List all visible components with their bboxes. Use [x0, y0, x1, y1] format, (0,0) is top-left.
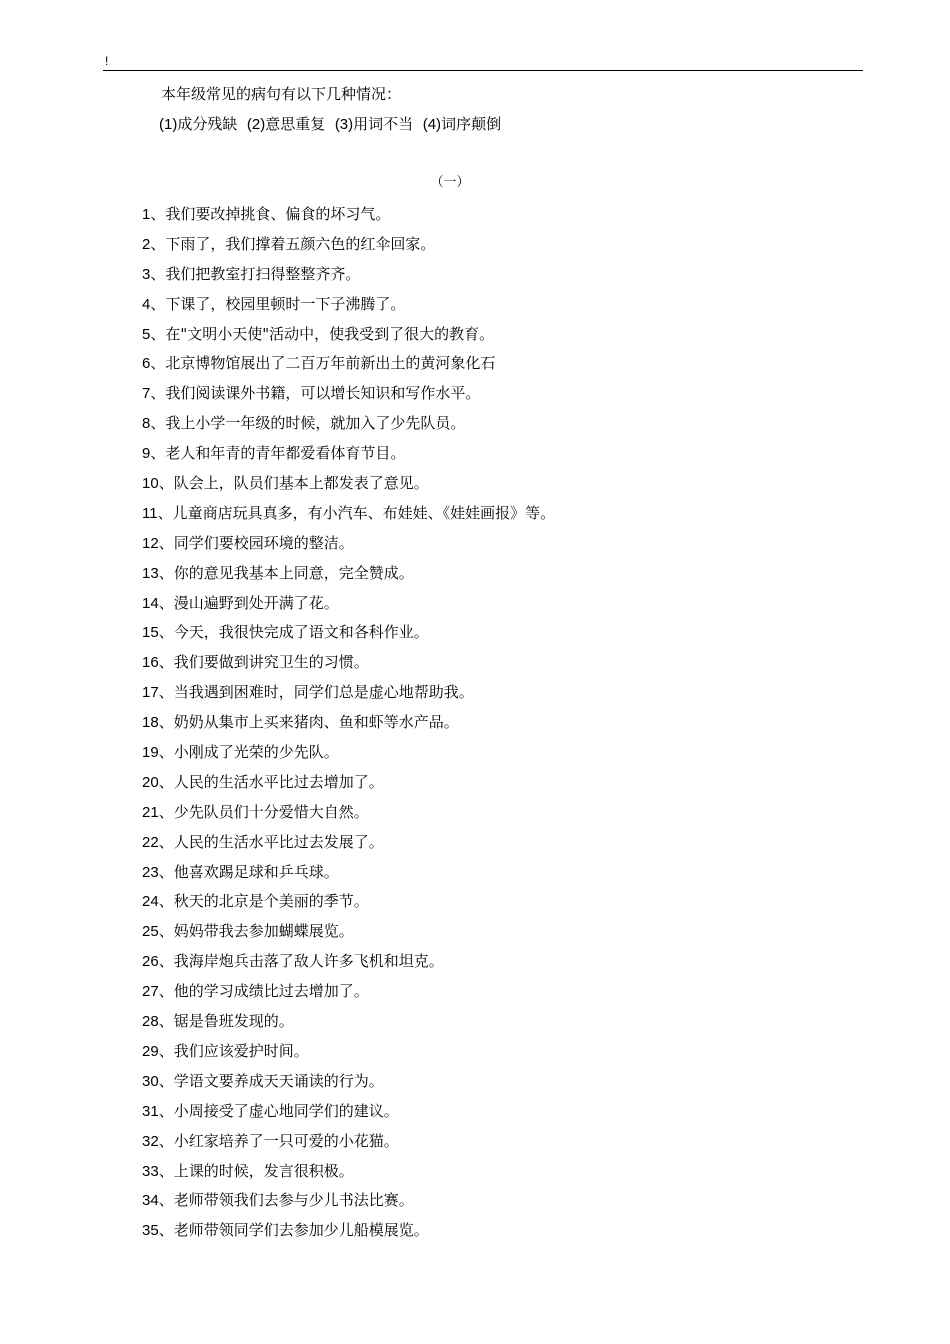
sentence-item [142, 950, 555, 980]
sentence-text: 、老师带领我们去参与少儿书法比赛。 [158, 1191, 414, 1210]
sentence-text: 、我们要做到讲究卫生的习惯。 [158, 653, 369, 672]
sentence-number: 28 [142, 1013, 159, 1031]
sentence-number: 22 [142, 833, 159, 851]
sentence-item [142, 651, 555, 681]
sentence-item [142, 980, 555, 1010]
sentence-item [142, 502, 555, 532]
sentence-number: 12 [142, 534, 159, 552]
sentence-item [142, 382, 555, 412]
sentence-text: 、学语文要养成天天诵读的行为。 [158, 1071, 384, 1090]
sentence-text: 、上课的时候，发言很积极。 [158, 1161, 354, 1180]
sentence-text: 、我们要改掉挑食、偏食的坏习气。 [150, 205, 391, 223]
sentence-number: 21 [142, 803, 159, 821]
sentence-item [142, 741, 555, 771]
sentence-item [142, 861, 555, 891]
sentence-item [142, 562, 555, 592]
sentence-number: 25 [142, 923, 159, 941]
sentence-item [142, 1040, 555, 1070]
sentence-number: 1 [142, 206, 151, 223]
sentence-text: 、下课了，校园里顿时一下子沸腾了。 [150, 294, 406, 313]
sentence-text: 、下雨了，我们撑着五颜六色的红伞回家。 [150, 234, 436, 253]
sentence-item [142, 263, 555, 293]
sentence-text: 、队会上，队员们基本上都发表了意见。 [158, 474, 429, 493]
error-type: (4)词序颠倒 [422, 115, 502, 133]
sentence-number: 2 [142, 235, 151, 253]
sentence-number: 27 [142, 983, 159, 1001]
sentence-number: 8 [142, 415, 151, 433]
sentence-number: 31 [142, 1102, 159, 1120]
sentence-item [142, 293, 555, 323]
sentence-item [142, 1130, 555, 1160]
sentence-item [142, 920, 555, 950]
sentence-item [142, 1189, 555, 1219]
error-type: (3)用词不当 [334, 115, 414, 133]
sentence-number: 33 [142, 1162, 159, 1180]
sentence-item [142, 592, 555, 622]
sentence-item [142, 203, 555, 233]
sentence-item [142, 1100, 555, 1130]
sentence-number: 16 [142, 654, 159, 672]
sentence-number: 20 [142, 773, 159, 791]
sentence-text: 、少先队员们十分爱惜大自然。 [158, 802, 369, 821]
sentence-item [142, 621, 555, 651]
sentence-text: 、我们把教室打扫得整整齐齐。 [150, 264, 361, 283]
sentence-number: 18 [142, 714, 159, 732]
sentence-text: 、我们应该爱护时间。 [158, 1041, 309, 1060]
error-type: (2)意思重复 [246, 115, 326, 133]
error-types [159, 114, 501, 135]
sentence-number: 35 [142, 1222, 159, 1240]
sentence-text: 、我们阅读课外书籍，可以增长知识和写作水平。 [150, 384, 481, 403]
sentence-item [142, 831, 555, 861]
sentence-text: 、老人和年青的青年都爱看体育节目。 [150, 444, 406, 463]
sentence-text: 、我上小学一年级的时候，就加入了少先队员。 [150, 414, 466, 433]
sentence-item [142, 1010, 555, 1040]
sentence-number: 23 [142, 863, 159, 881]
sentence-text: 、锯是鲁班发现的。 [158, 1012, 294, 1031]
sentence-text: 、妈妈带我去参加蝴蝶展览。 [158, 922, 354, 941]
sentence-item [142, 532, 555, 562]
sentence-text: 、我海岸炮兵击落了敌人许多飞机和坦克。 [158, 952, 444, 971]
sentence-text: 、漫山遍野到处开满了花。 [158, 593, 339, 612]
sentence-number: 32 [142, 1132, 159, 1150]
sentence-number: 9 [142, 445, 151, 463]
section-title: （一） [430, 175, 470, 190]
sentence-text: 、当我遇到困难时，同学们总是虚心地帮助我。 [158, 683, 474, 702]
page-header [103, 54, 863, 71]
sentence-number: 34 [142, 1192, 159, 1210]
sentence-item [142, 412, 555, 442]
sentence-text: 、同学们要校园环境的整洁。 [158, 533, 354, 552]
sentence-item [142, 1219, 555, 1249]
sentence-item [142, 352, 555, 382]
sentence-text: 、儿童商店玩具真多，有小汽车、布娃娃、《娃娃画报》等。 [157, 503, 556, 522]
sentence-text: 、北京博物馆展出了二百万年前新出土的黄河象化石 [150, 354, 496, 373]
sentence-number: 29 [142, 1042, 159, 1060]
sentence-text: 、小周接受了虚心地同学们的建议。 [158, 1101, 399, 1120]
sentence-number: 26 [142, 953, 159, 971]
sentence-item [142, 323, 555, 353]
sentence-text: 、秋天的北京是个美丽的季节。 [158, 892, 369, 911]
sentence-text: 、小刚成了光荣的少先队。 [158, 743, 339, 762]
sentence-item [142, 442, 555, 472]
sentence-item [142, 233, 555, 263]
sentence-number: 6 [142, 355, 151, 373]
sentence-number: 10 [142, 475, 159, 493]
sentence-text: 、老师带领同学们去参加少儿船模展览。 [158, 1221, 429, 1240]
sentence-item [142, 711, 555, 741]
sentence-text: 、在"文明小天使"活动中，使我受到了很大的教育。 [150, 324, 495, 343]
sentence-list [142, 203, 555, 1249]
sentence-number: 13 [142, 564, 159, 582]
sentence-number: 3 [142, 265, 151, 283]
sentence-item [142, 801, 555, 831]
sentence-text: 、他喜欢踢足球和乒乓球。 [158, 862, 339, 881]
sentence-number: 17 [142, 684, 159, 702]
sentence-number: 7 [142, 385, 151, 403]
error-type: (1)成分残缺 [159, 115, 238, 133]
sentence-text: 、小红家培养了一只可爱的小花猫。 [158, 1131, 399, 1150]
sentence-item [142, 771, 555, 801]
sentence-item [142, 1160, 555, 1190]
sentence-text: 、奶奶从集市上买来猪肉、鱼和虾等水产品。 [158, 713, 459, 732]
sentence-number: 30 [142, 1072, 159, 1090]
sentence-text: 、他的学习成绩比过去增加了。 [158, 982, 369, 1001]
sentence-text: 、今天，我很快完成了语文和各科作业。 [158, 623, 429, 642]
sentence-item [142, 681, 555, 711]
sentence-text: 、人民的生活水平比过去发展了。 [158, 832, 384, 851]
header-mark: ! [105, 54, 109, 68]
sentence-item [142, 472, 555, 502]
sentence-text: 、人民的生活水平比过去增加了。 [158, 772, 384, 791]
sentence-number: 11 [142, 504, 158, 522]
sentence-number: 19 [142, 744, 159, 762]
sentence-number: 24 [142, 893, 159, 911]
sentence-item [142, 1070, 555, 1100]
sentence-item [142, 890, 555, 920]
sentence-number: 14 [142, 594, 159, 612]
sentence-text: 、你的意见我基本上同意，完全赞成。 [158, 563, 414, 582]
sentence-number: 4 [142, 295, 151, 313]
intro-text: 本年级常见的病句有以下几种情况： [161, 85, 402, 103]
sentence-number: 15 [142, 624, 159, 642]
sentence-number: 5 [142, 325, 151, 343]
